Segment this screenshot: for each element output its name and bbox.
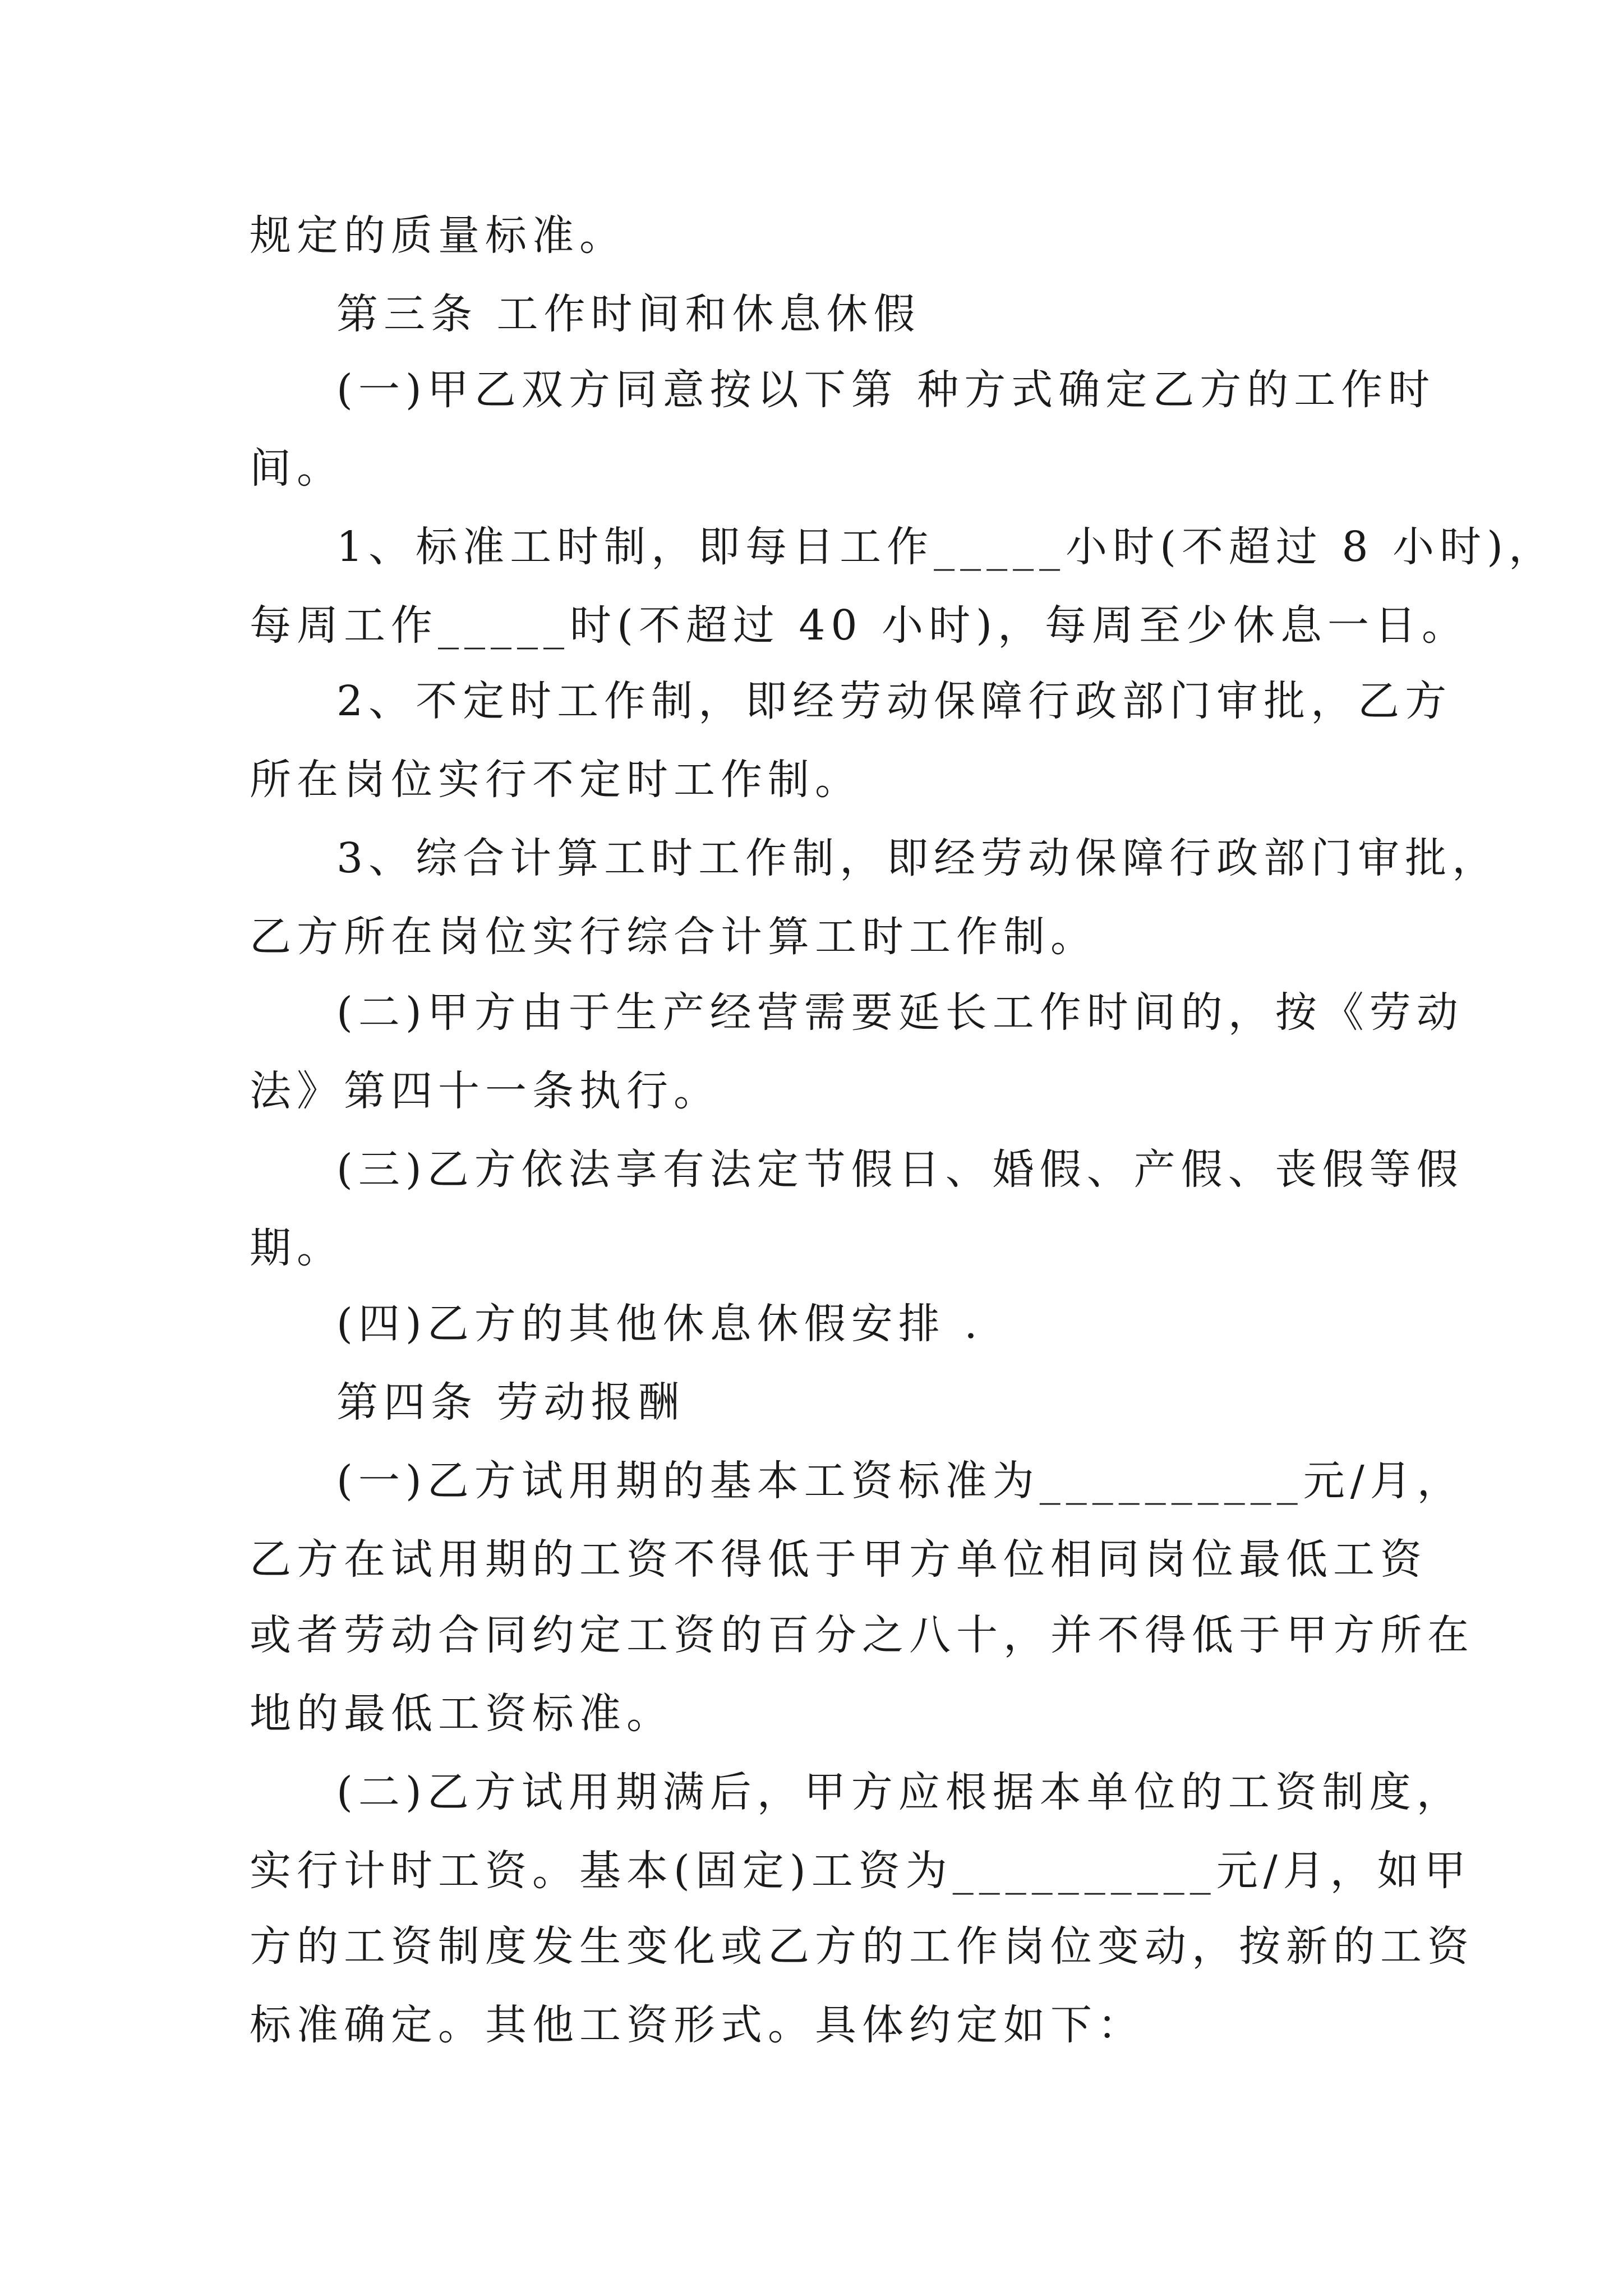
text-line: 实行计时工资。基本(固定)工资为__________元/月，如甲 bbox=[250, 1847, 1472, 1895]
text-line: 乙方在试用期的工资不得低于甲方单位相同岗位最低工资 bbox=[250, 1535, 1427, 1584]
text-line: (一)甲乙双方同意按以下第 种方式确定乙方的工作时 bbox=[336, 366, 1436, 414]
text-line: 乙方所在岗位实行综合计算工时工作制。 bbox=[250, 913, 1098, 961]
text-line: 3、综合计算工时工作制，即经劳动保障行政部门审批， bbox=[336, 834, 1500, 882]
text-line: 2、不定时工作制，即经劳动保障行政部门审批，乙方 bbox=[336, 677, 1453, 725]
text-line: 标准确定。其他工资形式。具体约定如下： bbox=[250, 2001, 1145, 2049]
text-line: (二)乙方试用期满后，甲方应根据本单位的工资制度， bbox=[336, 1768, 1464, 1816]
text-line: 间。 bbox=[250, 444, 344, 493]
text-line: 或者劳动合同约定工资的百分之八十，并不得低于甲方所在 bbox=[250, 1611, 1474, 1659]
text-line: 地的最低工资标准。 bbox=[250, 1690, 674, 1738]
text-line: 期。 bbox=[250, 1224, 344, 1272]
text-line: 所在岗位实行不定时工作制。 bbox=[250, 756, 862, 804]
text-line: (四)乙方的其他休息休假安排 . bbox=[336, 1300, 983, 1348]
text-line: 法》第四十一条执行。 bbox=[250, 1067, 721, 1115]
text-line: (一)乙方试用期的基本工资标准为__________元/月， bbox=[336, 1457, 1464, 1505]
text-line: 每周工作_____时(不超过 40 小时)，每周至少休息一日。 bbox=[250, 601, 1469, 650]
text-line: 规定的质量标准。 bbox=[250, 211, 626, 260]
text-line: 方的工资制度发生变化或乙方的工作岗位变动，按新的工资 bbox=[250, 1922, 1474, 1971]
text-line: 1、标准工时制，即每日工作_____小时(不超过 8 小时)， bbox=[336, 523, 1556, 571]
text-line: (三)乙方依法享有法定节假日、婚假、产假、丧假等假 bbox=[336, 1145, 1464, 1194]
section-heading: 第三条 工作时间和休息休假 bbox=[336, 290, 921, 338]
section-heading: 第四条 劳动报酬 bbox=[336, 1378, 685, 1427]
text-line: (二)甲方由于生产经营需要延长工作时间的，按《劳动 bbox=[336, 988, 1464, 1037]
